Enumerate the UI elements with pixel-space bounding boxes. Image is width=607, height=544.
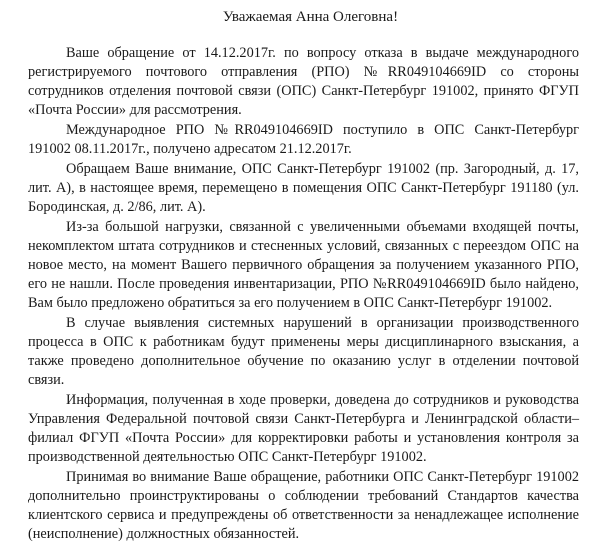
paragraph-management-informed: Информация, полученная в ходе проверки, доведена до сотрудников и руководства Управления Федеральной почтовой связи Санкт-Петербурга и Ленинградской области– филиал ФГУП «Почта России» для корректировки работы и установления контроля за производственной деятельностью ОПС Санкт-Петербург 191002. <box>28 392 579 465</box>
paragraph-parcel-dates: Международное РПО №RR049104669ID поступило в ОПС Санкт-Петербург 191002 08.11.2017г., получено адресатом 21.12.2017г. <box>28 122 579 157</box>
paragraph-office-relocation: Обращаем Ваше внимание, ОПС Санкт-Петербург 191002 (пр. Загородный, д. 17, лит. А), в настоящее время, перемещено в помещения ОПС Санкт-Петербург 191180 (ул. Бородинская, д. 2/86, лит. А). <box>28 161 579 215</box>
paragraph-appeal-received: Ваше обращение от 14.12.2017г. по вопросу отказа в выдаче международного регистрируемого почтового отправления (РПО) №RR049104669ID со стороны сотрудников отделения почтовой связи (ОПС) Санкт-Петербург 191002, принято ФГУП «Почта России» для рассмотрения. <box>28 45 579 118</box>
paragraph-parcel-found: Из-за большой нагрузки, связанной с увеличенными объемами входящей почты, некомплектом штата сотрудников и стесненных условий, связанных с переездом ОПС на новое место, на момент Вашего первичного обращения за получением указанного РПО, его не нашли. После проведения инвентаризации, РПО №RR049104669ID было найдено, Вам было предложено обратиться за его получением в ОПС Санкт-Петербург 191002. <box>28 219 579 311</box>
salutation: Уважаемая Анна Олеговна! <box>222 9 399 25</box>
paragraph-staff-instructed: Принимая во внимание Ваше обращение, работники ОПС Санкт-Петербург 191002 дополнительно проинструктированы о соблюдении требований Стандартов качества клиентского сервиса и предупреждены об ответственности за ненадлежащее исполнение (неисполнение) должностных обязанностей. <box>28 469 579 542</box>
paragraph-disciplinary-measures: В случае выявления системных нарушений в организации производственного процесса в ОПС к работникам будут применены меры дисциплинарного взыскания, а также проведено дополнительное обучение по оказанию услуг в отделении почтовой связи. <box>28 315 579 388</box>
